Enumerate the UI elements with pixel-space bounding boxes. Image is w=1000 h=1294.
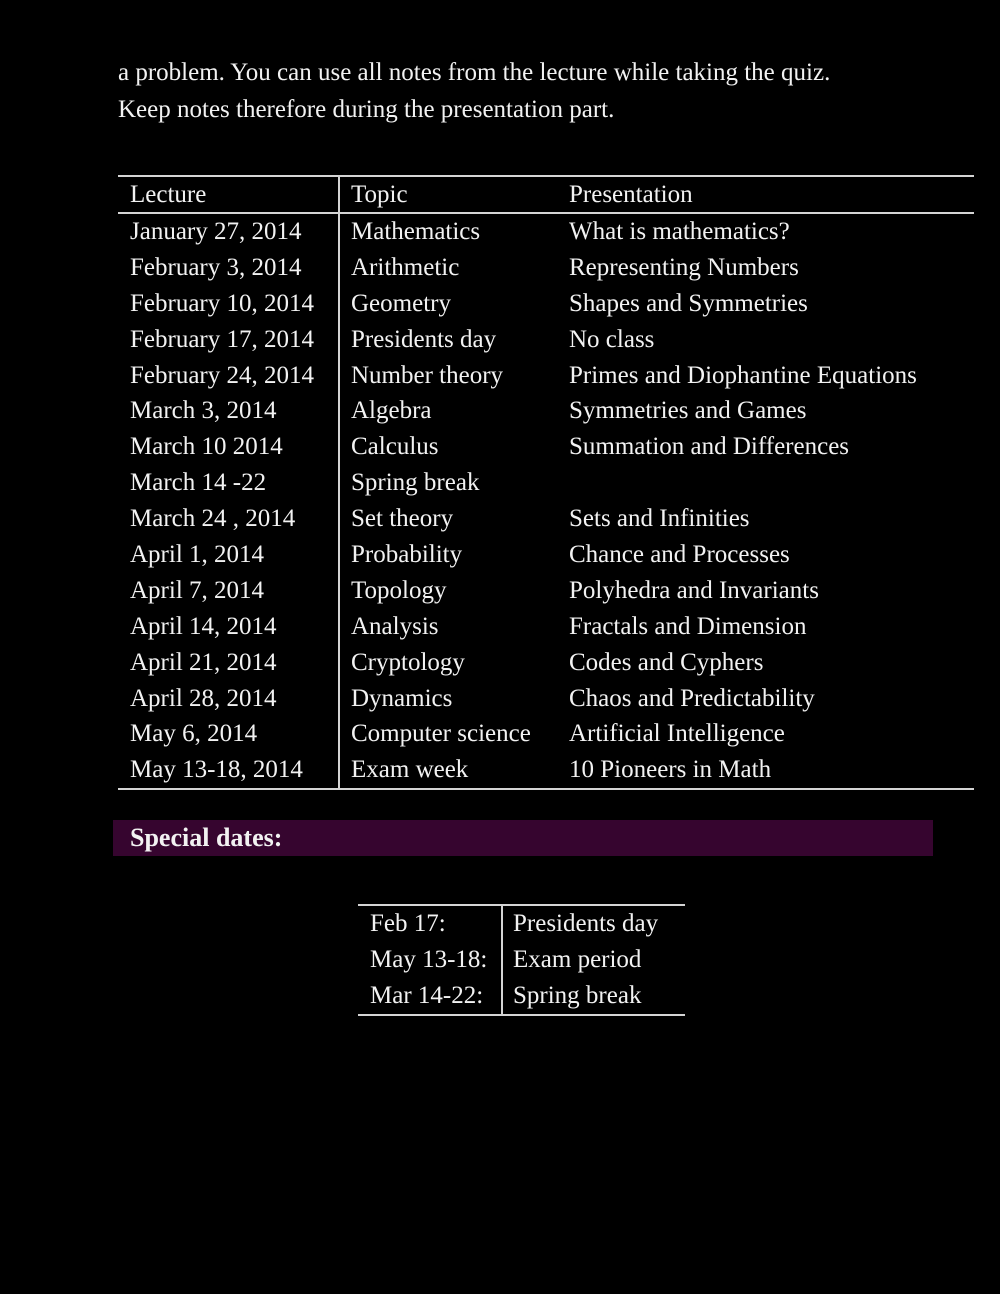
column-header-lecture: Lecture (118, 177, 340, 212)
table-row (118, 250, 974, 286)
presentation-cell (569, 465, 974, 501)
table-row (118, 322, 974, 358)
lecture-cell: May 6, 2014 (118, 716, 340, 752)
lecture-cell: March 3, 2014 (118, 393, 340, 429)
table-row (118, 358, 974, 394)
table-row (118, 393, 974, 429)
lecture-cell: February 17, 2014 (118, 322, 340, 358)
lecture-cell: April 28, 2014 (118, 681, 340, 717)
presentation-cell: Chaos and Predictability (569, 684, 815, 712)
special-date-row (358, 942, 685, 978)
table-row (118, 609, 974, 645)
special-dates-bar (113, 820, 933, 856)
topic-cell: Mathematics (351, 218, 481, 245)
lecture-cell: May 13-18, 2014 (118, 752, 340, 788)
presentation-cell: Artificial Intelligence (569, 720, 785, 748)
topic-cell: Presidents day (351, 325, 497, 353)
table-row (118, 465, 974, 501)
table-row (118, 752, 974, 788)
presentation-cell: Summation and Differences (569, 433, 850, 461)
table-row (118, 573, 974, 609)
topic-cell: Dynamics (351, 684, 453, 712)
lecture-cell: February 10, 2014 (118, 286, 340, 322)
table-row (118, 214, 974, 250)
presentation-cell: 10 Pioneers in Math (569, 756, 772, 784)
date-cell: Feb 17: (358, 906, 503, 942)
event-cell: Presidents day (513, 910, 659, 937)
presentation-cell: Symmetries and Games (569, 397, 807, 425)
topic-cell: Cryptology (351, 648, 465, 676)
topic-cell: Computer science (351, 720, 531, 748)
lecture-cell: April 1, 2014 (118, 537, 340, 573)
event-cell: Exam period (513, 946, 642, 973)
topic-cell: Spring break (351, 469, 480, 497)
lecture-cell: March 14 -22 (118, 465, 340, 501)
event-cell: Spring break (513, 982, 642, 1009)
intro-line-1: a problem. You can use all notes from the lecture while taking the quiz. (118, 59, 831, 86)
presentation-cell: Codes and Cyphers (569, 648, 764, 676)
intro-line-2: Keep notes therefore during the presentation part. (118, 96, 615, 123)
table-row (118, 681, 974, 717)
schedule-table (118, 175, 974, 790)
topic-cell: Probability (351, 541, 463, 569)
presentation-cell: Chance and Processes (569, 541, 790, 569)
column-header-topic: Topic (351, 181, 408, 208)
lecture-cell: April 21, 2014 (118, 645, 340, 681)
column-header-presentation: Presentation (569, 181, 693, 208)
topic-cell: Number theory (351, 361, 504, 389)
topic-cell: Arithmetic (351, 253, 460, 281)
table-row (118, 501, 974, 537)
presentation-cell: What is mathematics? (569, 218, 790, 245)
date-cell: May 13-18: (358, 942, 503, 978)
intro-paragraph (118, 54, 958, 128)
lecture-cell: February 24, 2014 (118, 358, 340, 394)
table-row (118, 645, 974, 681)
presentation-cell: No class (569, 325, 655, 353)
lecture-cell: March 24 , 2014 (118, 501, 340, 537)
presentation-cell: Representing Numbers (569, 253, 799, 281)
special-dates-table (358, 904, 685, 1016)
table-row (118, 286, 974, 322)
special-dates-title: Special dates: (130, 823, 283, 852)
presentation-cell: Shapes and Symmetries (569, 289, 808, 317)
presentation-cell: Primes and Diophantine Equations (569, 361, 917, 389)
table-row (118, 537, 974, 573)
schedule-header-row (118, 177, 974, 214)
topic-cell: Calculus (351, 433, 439, 461)
topic-cell: Topology (351, 576, 447, 604)
presentation-cell: Polyhedra and Invariants (569, 576, 819, 604)
table-row (118, 429, 974, 465)
topic-cell: Exam week (351, 756, 469, 784)
lecture-cell: March 10 2014 (118, 429, 340, 465)
schedule-table-body (118, 214, 974, 788)
presentation-cell: Sets and Infinities (569, 505, 750, 533)
date-cell: Mar 14-22: (358, 978, 503, 1014)
topic-cell: Analysis (351, 612, 439, 640)
presentation-cell: Fractals and Dimension (569, 612, 807, 640)
topic-cell: Set theory (351, 505, 454, 533)
lecture-cell: January 27, 2014 (118, 214, 340, 250)
table-row (118, 716, 974, 752)
topic-cell: Geometry (351, 289, 451, 317)
topic-cell: Algebra (351, 397, 432, 425)
special-date-row (358, 906, 685, 942)
special-date-row (358, 978, 685, 1014)
lecture-cell: April 14, 2014 (118, 609, 340, 645)
lecture-cell: April 7, 2014 (118, 573, 340, 609)
lecture-cell: February 3, 2014 (118, 250, 340, 286)
